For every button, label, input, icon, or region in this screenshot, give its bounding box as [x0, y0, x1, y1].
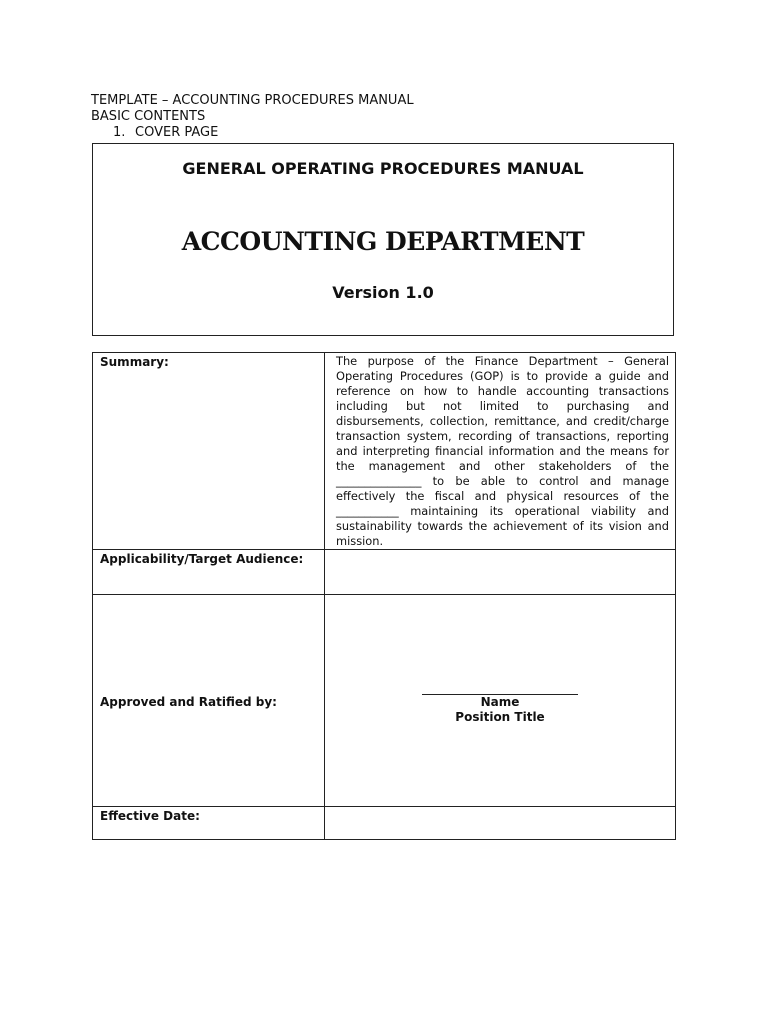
summary-text: The purpose of the Finance Department – General Operating Procedures (GOP) is to provide a guide and reference on how to handle accounting transactions including but not limited to purchasing and disbursements, collection, remittance, and credit/charge transaction system, recording of transactions, reporting and interpreting financial information and the means for the management and other stakeholders of the _______________ to be able to control and manage effectively the fiscal and physical resources of the ___________ maintaining its operational viability and sustainability towards the achievement of its vision and mission.: [336, 354, 669, 548]
table-row-approval: [93, 595, 676, 807]
list-number: 1.: [113, 125, 126, 140]
table-row-applicability: [93, 550, 676, 595]
effective-date-label: Effective Date:: [100, 809, 200, 823]
approved-label: Approved and Ratified by:: [100, 694, 277, 709]
effective-label-cell: [93, 807, 325, 840]
table-row-effective-date: [93, 807, 676, 840]
info-table: [92, 352, 676, 840]
signatory-name: Name: [480, 695, 520, 709]
cover-department-title: ACCOUNTING DEPARTMENT: [181, 227, 585, 256]
signature-block: [325, 595, 675, 725]
applicability-label-cell: [93, 550, 325, 595]
cover-heading: GENERAL OPERATING PROCEDURES MANUAL: [182, 159, 584, 178]
document-title-line: TEMPLATE – ACCOUNTING PROCEDURES MANUAL: [91, 93, 414, 108]
applicability-value-cell: [325, 550, 676, 595]
approved-label-cell: [93, 595, 325, 807]
applicability-value: [325, 550, 675, 552]
list-item-label: COVER PAGE: [135, 125, 219, 140]
effective-value-cell: [325, 807, 676, 840]
approved-value-cell: [325, 595, 676, 807]
summary-value-cell: [325, 353, 676, 550]
table-row-summary: [93, 353, 676, 550]
list-item: [113, 125, 218, 141]
section-subtitle: BASIC CONTENTS: [91, 109, 206, 124]
applicability-label: Applicability/Target Audience:: [100, 552, 304, 566]
signatory-position-title: Position Title: [455, 710, 545, 724]
signature-line: [422, 687, 578, 695]
effective-date-value: [325, 807, 675, 809]
summary-label: Summary:: [100, 355, 169, 369]
cover-version: Version 1.0: [332, 283, 434, 302]
summary-label-cell: [93, 353, 325, 550]
cover-page-box: [92, 143, 674, 336]
